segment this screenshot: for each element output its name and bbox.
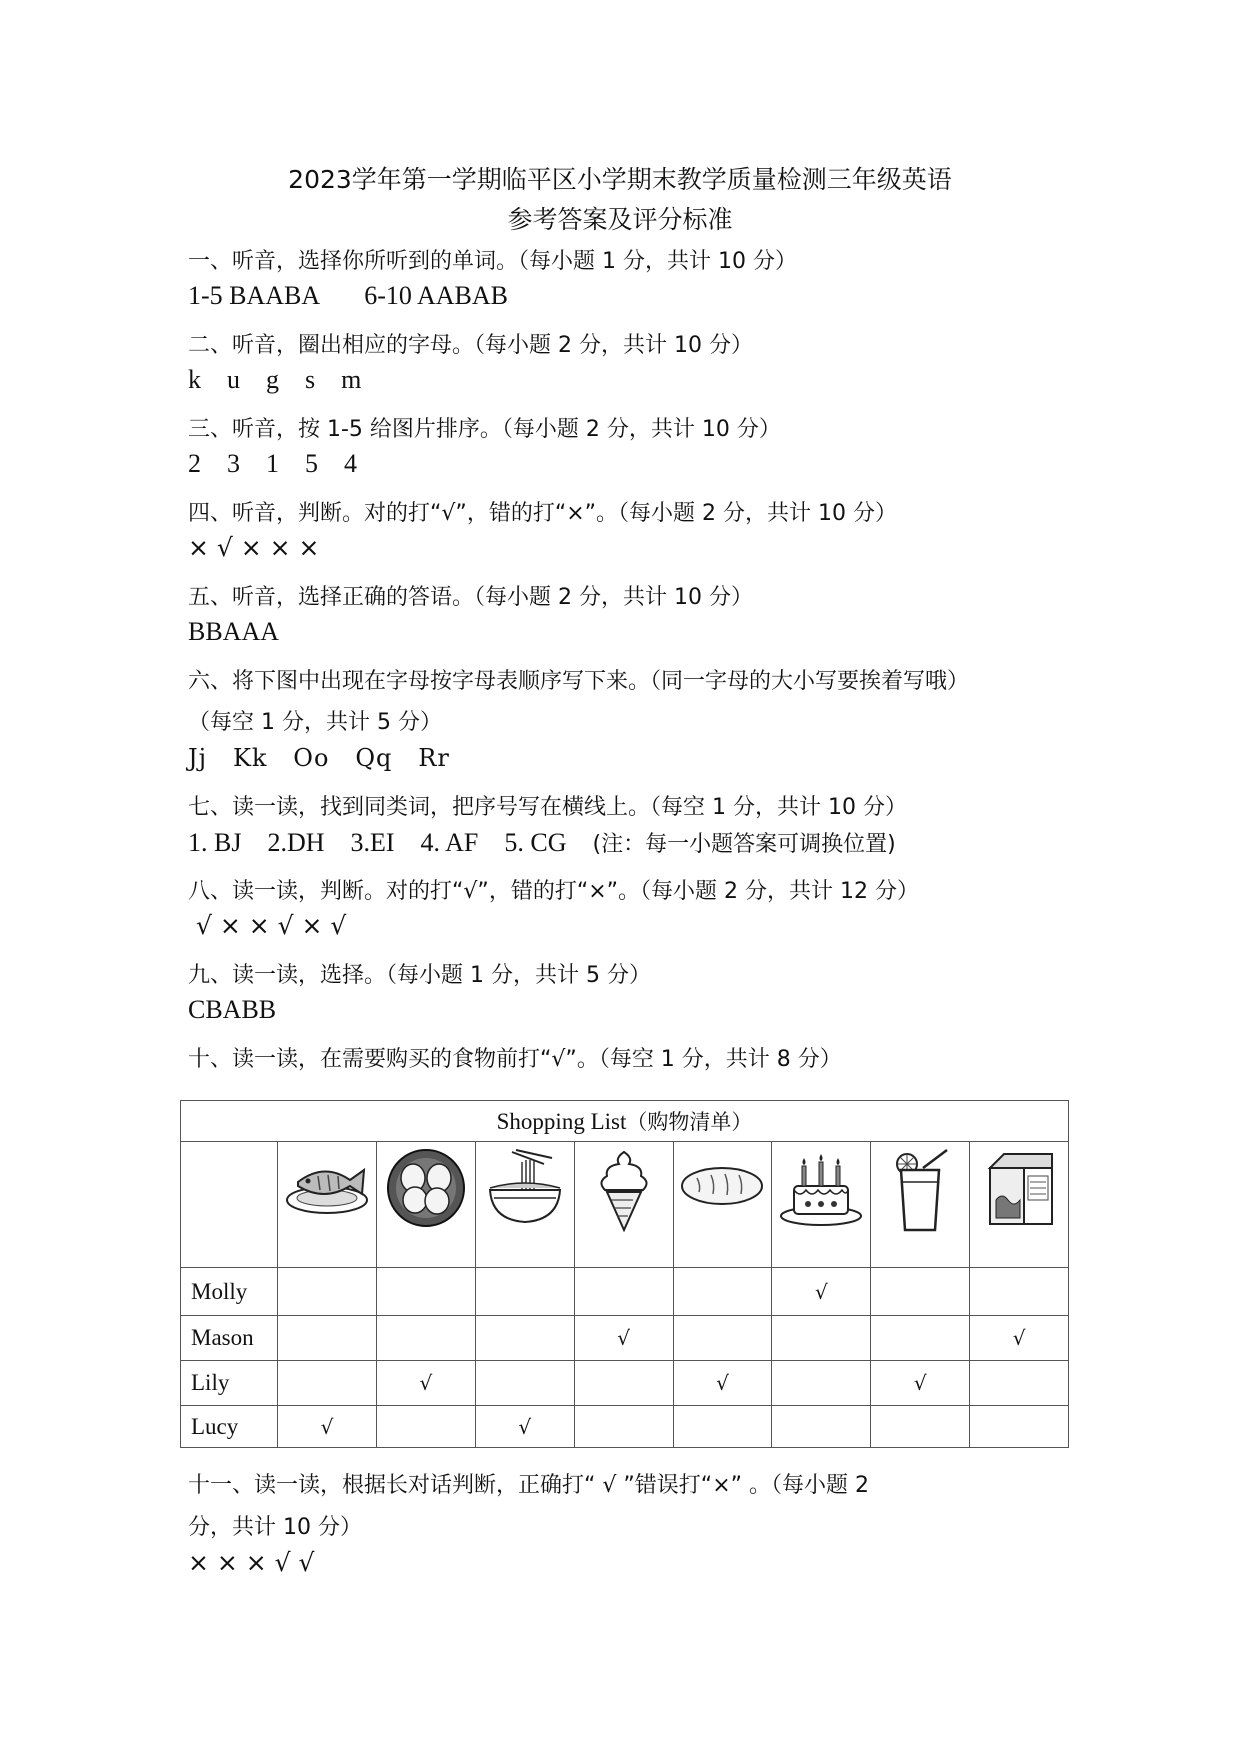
check-cell [673, 1316, 772, 1361]
section-6-heading: 六、将下图中出现在字母按字母表顺序写下来。（同一字母的大小写要挨着写哦） [188, 669, 970, 694]
check-cell [772, 1406, 871, 1448]
section-8-heading: 八、读一读，判断。对的打“√”，错的打“×”。（每小题 2 分，共计 12 分） [188, 879, 920, 904]
juice-icon [871, 1142, 970, 1268]
check-cell [278, 1268, 377, 1316]
section-5-answer: BBAAA [188, 617, 280, 646]
section-4-heading: 四、听音，判断。对的打“√”，错的打“×”。（每小题 2 分，共计 10 分） [188, 501, 898, 526]
section-5-heading: 五、听音，选择正确的答语。（每小题 2 分，共计 10 分） [188, 585, 753, 610]
shopping-row-lily [181, 1361, 1069, 1406]
check-cell: √ [278, 1406, 377, 1448]
section-3-heading: 三、听音，按 1-5 给图片排序。（每小题 2 分，共计 10 分） [188, 417, 781, 442]
section-9-heading: 九、读一读，选择。（每小题 1 分，共计 5 分） [188, 963, 651, 988]
shopping-row-molly [181, 1268, 1069, 1316]
section-10-heading: 十、读一读，在需要购买的食物前打“√”。（每空 1 分，共计 8 分） [188, 1047, 842, 1072]
check-cell: √ [871, 1361, 970, 1406]
shopping-row-mason [181, 1316, 1069, 1361]
noodles-icon [475, 1142, 574, 1268]
check-cell [475, 1316, 574, 1361]
shopping-list-table [180, 1100, 1069, 1448]
check-cell: √ [376, 1361, 475, 1406]
check-cell [871, 1406, 970, 1448]
check-cell [376, 1406, 475, 1448]
check-cell [376, 1316, 475, 1361]
shopping-list-caption: Shopping List（购物清单） [181, 1101, 1069, 1142]
check-cell [278, 1316, 377, 1361]
section-1-answer: 1-5 BAABA 6-10 AABAB [188, 281, 508, 310]
page-title: 2023学年第一学期临平区小学期末教学质量检测三年级英语 [288, 165, 952, 194]
check-cell [673, 1268, 772, 1316]
check-cell [673, 1406, 772, 1448]
eggs-icon [376, 1142, 475, 1268]
section-7-answer: 1. BJ 2.DH 3.EI 4. AF 5. CG [188, 828, 567, 857]
section-1-heading: 一、听音，选择你所听到的单词。（每小题 1 分，共计 10 分） [188, 249, 797, 274]
section-4-answer: × √ × × × [188, 533, 320, 562]
shopping-row-lucy [181, 1406, 1069, 1448]
row-name: Mason [181, 1316, 278, 1361]
check-cell [871, 1268, 970, 1316]
check-cell [970, 1406, 1069, 1448]
check-cell [772, 1361, 871, 1406]
check-cell [574, 1268, 673, 1316]
check-cell: √ [673, 1361, 772, 1406]
blank-header-cell [181, 1142, 278, 1268]
section-8-answer: √ × × √ × √ [188, 911, 347, 940]
section-11-heading: 十一、读一读，根据长对话判断，正确打“ √ ”错误打“×” 。（每小题 2 [188, 1473, 870, 1498]
check-cell [970, 1361, 1069, 1406]
cake-icon [772, 1142, 871, 1268]
row-name: Molly [181, 1268, 278, 1316]
ice-cream-icon [574, 1142, 673, 1268]
milk-icon [970, 1142, 1069, 1268]
section-11-heading-cont: 分，共计 10 分） [188, 1515, 362, 1540]
check-cell [376, 1268, 475, 1316]
check-cell [574, 1406, 673, 1448]
food-pictures-row [181, 1142, 1069, 1268]
section-9-answer: CBABB [188, 995, 277, 1024]
fish-icon [278, 1142, 377, 1268]
check-cell: √ [574, 1316, 673, 1361]
check-cell [871, 1316, 970, 1361]
section-7-heading: 七、读一读，找到同类词，把序号写在横线上。（每空 1 分，共计 10 分） [188, 795, 907, 820]
row-name: Lucy [181, 1406, 278, 1448]
check-cell [574, 1361, 673, 1406]
section-3-answer: 2 3 1 5 4 [188, 449, 357, 478]
check-cell: √ [970, 1316, 1069, 1361]
check-cell [772, 1316, 871, 1361]
section-2-heading: 二、听音，圈出相应的字母。（每小题 2 分，共计 10 分） [188, 333, 753, 358]
section-7-answer-row [188, 827, 896, 858]
check-cell: √ [475, 1406, 574, 1448]
section-2-answer: k u g s m [188, 365, 362, 394]
section-7-note: (注：每一小题答案可调换位置) [592, 832, 896, 857]
section-11-answer: × × × √ √ [188, 1548, 315, 1577]
check-cell: √ [772, 1268, 871, 1316]
check-cell [970, 1268, 1069, 1316]
bread-icon [673, 1142, 772, 1268]
page-subtitle: 参考答案及评分标准 [507, 205, 733, 234]
section-6-heading-cont: （每空 1 分，共计 5 分） [188, 710, 442, 735]
check-cell [278, 1361, 377, 1406]
row-name: Lily [181, 1361, 278, 1406]
check-cell [475, 1361, 574, 1406]
section-6-answer: Jj Kk Oo Qq Rr [188, 744, 450, 772]
check-cell [475, 1268, 574, 1316]
